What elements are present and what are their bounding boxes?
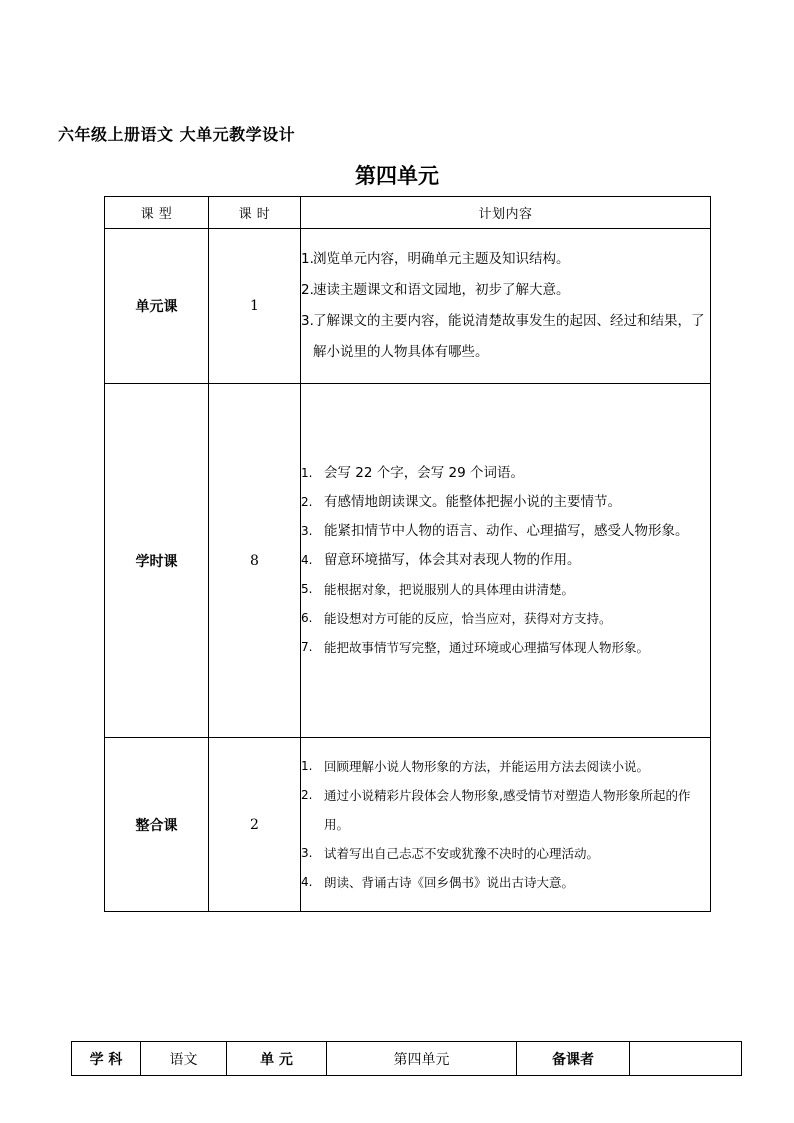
lesson-hours-cell: 2 xyxy=(209,738,301,912)
list-item: 1. 浏览单元内容，明确单元主题及知识结构。 xyxy=(301,251,570,267)
unit-label: 单 元 xyxy=(227,1042,327,1076)
list-item: 6. 能设想对方可能的反应，恰当应对，获得对方支持。 xyxy=(301,611,612,626)
plan-item-list xyxy=(301,459,710,662)
list-item: 3. 了解课文的主要内容，能说清楚故事发生的起因、经过和结果，了解小说里的人物具体有哪些。 xyxy=(301,313,705,360)
footer-info-table xyxy=(71,1041,742,1076)
list-item: 7. 能把故事情节写完整，通过环境或心理描写体现人物形象。 xyxy=(301,640,650,655)
lesson-hours-cell: 1 xyxy=(209,229,301,384)
list-item: 1. 会写 22 个字，会写 29 个词语。 xyxy=(301,465,525,481)
column-header-hours: 课 时 xyxy=(209,197,301,229)
list-item: 2. 有感情地朗读课文。能整体把握小说的主要情节。 xyxy=(301,494,621,510)
list-item: 3. 试着写出自己忐忑不安或犹豫不决时的心理活动。 xyxy=(301,846,600,861)
table-header-row xyxy=(105,197,711,229)
list-item: 4. 朗读、背诵古诗《回乡偶书》说出古诗大意。 xyxy=(301,875,575,890)
lesson-hours-cell: 8 xyxy=(209,384,301,738)
preparer-label: 备课者 xyxy=(517,1042,630,1076)
list-item: 4. 留意环境描写，体会其对表现人物的作用。 xyxy=(301,552,581,568)
table-row xyxy=(72,1042,742,1076)
plan-item-list xyxy=(301,244,710,368)
subject-label: 学 科 xyxy=(72,1042,141,1076)
list-item: 3. 能紧扣情节中人物的语言、动作、心理描写，感受人物形象。 xyxy=(301,523,689,539)
column-header-type: 课 型 xyxy=(105,197,209,229)
plan-content-cell xyxy=(301,229,711,384)
subject-value: 语文 xyxy=(141,1042,227,1076)
plan-content-cell xyxy=(301,384,711,738)
plan-item-list xyxy=(301,752,710,897)
lesson-type-cell: 单元课 xyxy=(105,229,209,384)
unit-title: 第四单元 xyxy=(355,164,439,188)
table-row xyxy=(105,738,711,912)
plan-content-cell xyxy=(301,738,711,912)
column-header-content: 计划内容 xyxy=(301,197,711,229)
list-item: 5. 能根据对象，把说服别人的具体理由讲清楚。 xyxy=(301,582,575,597)
lesson-type-cell: 整合课 xyxy=(105,738,209,912)
lesson-plan-table xyxy=(104,196,711,912)
unit-value: 第四单元 xyxy=(327,1042,517,1076)
list-item: 2. 速读主题课文和语文园地，初步了解大意。 xyxy=(301,282,570,298)
preparer-value xyxy=(630,1042,742,1076)
list-item: 1. 回顾理解小说人物形象的方法，并能运用方法去阅读小说。 xyxy=(301,759,650,774)
table-row xyxy=(105,384,711,738)
document-header: 六年级上册语文 大单元教学设计 xyxy=(58,125,296,144)
table-row xyxy=(105,229,711,384)
list-item: 2. 通过小说精彩片段体会人物形象,感受情节对塑造人物形象所起的作用。 xyxy=(301,788,691,832)
lesson-type-cell: 学时课 xyxy=(105,384,209,738)
